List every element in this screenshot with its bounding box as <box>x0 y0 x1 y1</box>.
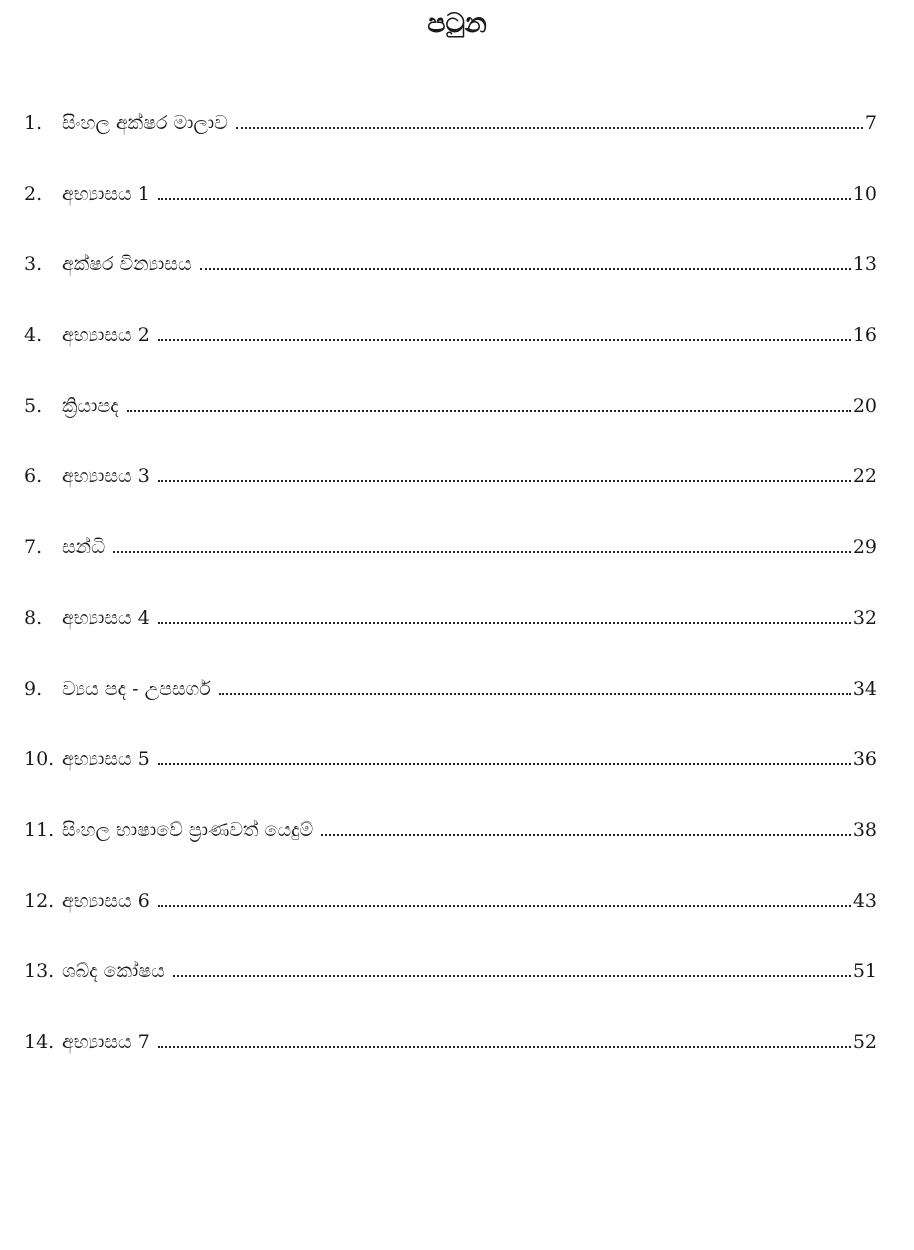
toc-entry-page: 7 <box>864 112 877 134</box>
toc-entry-number: 8. <box>24 606 43 629</box>
toc-entry-page: 34 <box>852 677 877 700</box>
toc-entry[interactable] <box>24 881 877 952</box>
dot-leader <box>127 410 851 412</box>
dot-leader <box>219 693 851 695</box>
toc-entry-number: 1. <box>24 112 43 134</box>
toc-entry-title: ක්‍රියාපද <box>62 394 119 417</box>
toc-entry-page: 16 <box>852 324 877 347</box>
toc-entry-number: 10. <box>24 748 55 771</box>
dot-leader <box>200 268 851 270</box>
toc-entry-number: 2. <box>24 182 43 205</box>
toc-entry[interactable] <box>24 527 877 598</box>
toc-entry-page: 29 <box>852 536 877 559</box>
toc-entry[interactable] <box>24 951 877 1022</box>
toc-entry-title: සිංහල අක්ෂර මාලාව <box>62 112 228 134</box>
toc-entry-number: 3. <box>24 253 43 276</box>
page-title: පටුන <box>427 8 487 39</box>
toc-entry-title: සිංහල භාෂාවේ ප්‍රාණවත් යෙදුම් <box>62 818 314 841</box>
dot-leader <box>113 551 851 553</box>
toc-entry-title: අභ්‍යාසය 3 <box>62 465 150 488</box>
toc-entry-title: ව්‍යය පද - උපසර්ග <box>62 677 211 700</box>
toc-entry-page: 43 <box>852 889 877 912</box>
dot-leader <box>236 127 863 129</box>
toc-entry-number: 6. <box>24 465 43 488</box>
toc-entry-number: 7. <box>24 536 43 559</box>
toc-entry-number: 11. <box>24 818 55 841</box>
toc-entry-page: 36 <box>852 748 877 771</box>
toc-entry-page: 10 <box>852 182 877 205</box>
toc-entry-title: අභ්‍යාසය 6 <box>62 889 150 912</box>
toc-entry-title: අභ්‍යාසය 5 <box>62 748 150 771</box>
toc-entry-number: 14. <box>24 1030 55 1053</box>
dot-leader <box>158 763 851 765</box>
toc-entry[interactable] <box>24 244 877 315</box>
toc-entry[interactable] <box>24 386 877 457</box>
toc-entry[interactable] <box>24 810 877 881</box>
toc-entry[interactable] <box>24 315 877 386</box>
toc-entry-title: අභ්‍යාසය 2 <box>62 324 150 347</box>
toc-entry-title: සන්ධි <box>62 536 106 559</box>
toc-entry[interactable] <box>24 456 877 527</box>
toc-entry[interactable] <box>24 598 877 669</box>
dot-leader <box>158 480 851 482</box>
toc-entry[interactable] <box>24 103 877 174</box>
toc-entry-page: 32 <box>852 606 877 629</box>
dot-leader <box>321 834 851 836</box>
table-of-contents <box>24 103 877 1093</box>
toc-entry-page: 13 <box>852 253 877 276</box>
toc-entry-number: 4. <box>24 324 43 347</box>
dot-leader <box>158 905 851 907</box>
toc-entry-title: ශබ්ද කෝෂය <box>62 960 165 983</box>
toc-entry-number: 12. <box>24 889 55 912</box>
toc-entry[interactable] <box>24 739 877 810</box>
toc-entry-page: 22 <box>852 465 877 488</box>
toc-entry-page: 52 <box>852 1030 877 1053</box>
toc-entry-number: 9. <box>24 677 43 700</box>
toc-entry-page: 51 <box>852 960 877 983</box>
toc-entry-page: 20 <box>852 394 877 417</box>
toc-entry-title: අභ්‍යාසය 4 <box>62 606 150 629</box>
toc-entry-title: අභ්‍යාසය 7 <box>62 1030 150 1053</box>
toc-entry-number: 5. <box>24 394 43 417</box>
dot-leader <box>158 622 851 624</box>
toc-entry-page: 38 <box>852 818 877 841</box>
dot-leader <box>158 339 851 341</box>
dot-leader <box>173 975 851 977</box>
toc-entry-title: අභ්‍යාසය 1 <box>62 182 150 205</box>
toc-entry[interactable] <box>24 174 877 245</box>
toc-entry[interactable] <box>24 1022 877 1093</box>
toc-entry[interactable] <box>24 669 877 740</box>
toc-entry-title: අක්ෂර වින්‍යාසය <box>62 253 192 276</box>
toc-entry-number: 13. <box>24 960 55 983</box>
dot-leader <box>158 198 851 200</box>
dot-leader <box>158 1046 851 1048</box>
